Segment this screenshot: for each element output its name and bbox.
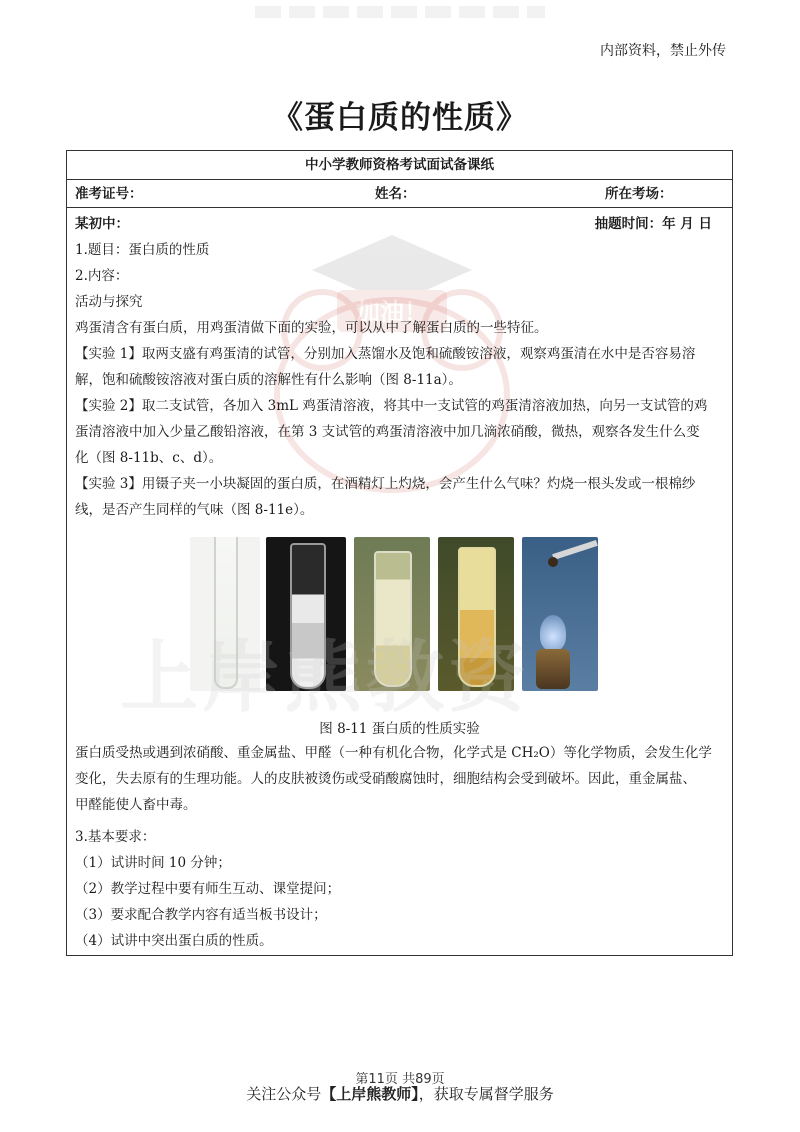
brand-watermark: 上岸熊教资	[120, 633, 531, 723]
venue-label: 所在考场：	[605, 186, 673, 202]
content-heading: 2.内容：	[75, 268, 129, 284]
candidate-info-row	[67, 180, 732, 208]
name-label: 姓名：	[375, 186, 416, 202]
experiment3-line1: 【实验 3】用镊子夹一小块凝固的蛋白质，在酒精灯上灼烧，会产生什么气味？灼烧一根头发或一根棉纱	[75, 476, 696, 492]
photo-panel-c	[354, 537, 430, 691]
requirement-item-4: （4）试讲中突出蛋白质的性质。	[75, 933, 273, 949]
activity-heading: 活动与探究	[75, 294, 143, 310]
school-level: 某初中： 抽题时间：年 月 日	[75, 216, 712, 232]
draw-time-label: 抽题时间：年 月 日	[594, 216, 712, 232]
figure-caption: 图 8-11 蛋白质的性质实验	[319, 721, 480, 737]
photo-panel-e	[522, 537, 598, 691]
footer-promo	[0, 1083, 800, 1104]
photo-panel-a	[190, 537, 260, 691]
experiment3-line2: 线，是否产生同样的气味（图 8-11e）。	[75, 502, 314, 518]
photo-panel-b	[266, 537, 346, 691]
confidential-note: 内部资料，禁止外传	[600, 43, 726, 59]
paragraph-line3: 甲醛能使人畜中毒。	[75, 797, 197, 813]
experiment1-line1: 【实验 1】取两支盛有鸡蛋清的试管，分别加入蒸馏水及饱和硫酸铵溶液，观察鸡蛋清在水中是否容易溶	[75, 346, 696, 362]
experiment2-line3: 化（图 8-11b、c、d）。	[75, 450, 223, 466]
faint-header-residue	[255, 6, 545, 18]
requirement-item-2: （2）教学过程中要有师生互动、课堂提问；	[75, 881, 341, 897]
footer-promo-prefix: 关注公众号	[246, 1085, 322, 1103]
requirement-item-3: （3）要求配合教学内容有适当板书设计；	[75, 907, 327, 923]
topic-line: 1.题目：蛋白质的性质	[75, 242, 210, 258]
intro-paragraph: 鸡蛋清含有蛋白质，用鸡蛋清做下面的实验，可以从中了解蛋白质的一些特征。	[75, 320, 548, 336]
page-number: 第11页 共89页	[355, 1072, 445, 1087]
paragraph-line1: 蛋白质受热或遇到浓硝酸、重金属盐、甲醛（一种有机化合物，化学式是 CH₂O）等化学物质，会发生化学	[75, 745, 712, 761]
paragraph-line2: 变化，失去原有的生理功能。人的皮肤被烫伤或受硝酸腐蚀时，细胞结构会受到破坏。因此，重金属盐、	[75, 771, 696, 787]
watermark-badge: 加油！	[356, 298, 428, 326]
form-header: 中小学教师资格考试面试备课纸	[67, 151, 732, 180]
page-title: 《蛋白质的性质》	[272, 100, 528, 136]
footer-promo-suffix: ，获取专属督学服务	[418, 1085, 554, 1103]
requirements-heading: 3.基本要求：	[75, 829, 156, 845]
photo-panel-d	[438, 537, 514, 691]
experiment1-line2: 解，饱和硫酸铵溶液对蛋白质的溶解性有什么影响（图 8-11a）。	[75, 372, 462, 388]
experiment-photo-figure	[190, 527, 598, 707]
requirement-item-1: （1）试讲时间 10 分钟；	[75, 855, 231, 871]
experiment2-line2: 蛋清溶液中加入少量乙酸铅溶液，在第 3 支试管的鸡蛋清溶液中加几滴浓硝酸，微热，观察各发生什么变	[75, 424, 700, 440]
exam-id-label: 准考证号：	[75, 186, 143, 202]
experiment2-line1: 【实验 2】取二支试管，各加入 3mL 鸡蛋清溶液，将其中一支试管的鸡蛋清溶液加热，向另一支试管的鸡	[75, 398, 708, 414]
lesson-prep-form	[66, 150, 733, 956]
footer-promo-brand: 【上岸熊教师】	[321, 1085, 419, 1103]
